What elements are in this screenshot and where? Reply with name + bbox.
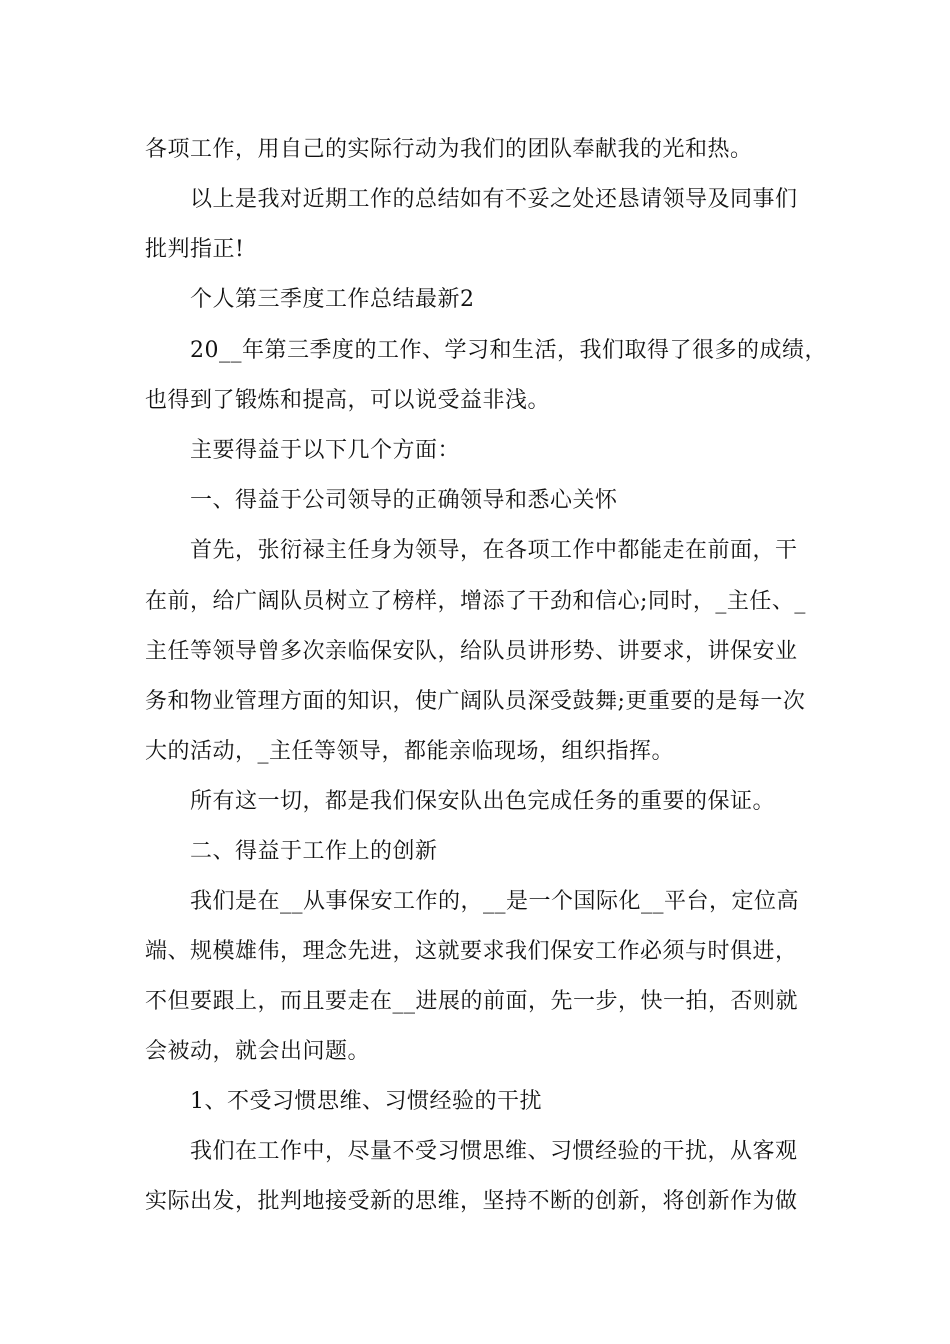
text-line: 我们在工作中，尽量不受习惯思维、习惯经验的干扰，从客观 (190, 1139, 798, 1164)
text-line: 以上是我对近期工作的总结如有不妥之处还恳请领导及同事们 (190, 187, 798, 212)
text-line: 务和物业管理方面的知识，使广阔队员深受鼓舞;更重要的是每一次 (145, 689, 806, 714)
text-line: 主要得益于以下几个方面： (190, 438, 461, 463)
text-line: 各项工作，用自己的实际行动为我们的团队奉献我的光和热。 (145, 137, 753, 162)
text-line: 20__年第三季度的工作、学习和生活，我们取得了很多的成绩， (190, 338, 827, 363)
text-line: 我们是在__从事保安工作的，__是一个国际化__平台，定位高 (190, 889, 800, 914)
text-line: 所有这一切，都是我们保安队出色完成任务的重要的保证。 (190, 789, 776, 814)
text-line: 首先，张衍禄主任身为领导，在各项工作中都能走在前面，干 (190, 538, 798, 563)
text-line: 实际出发，批判地接受新的思维，坚持不断的创新，将创新作为做 (145, 1189, 798, 1214)
text-line: 会被动，就会出问题。 (145, 1039, 371, 1064)
subsection-heading: 1、不受习惯思维、习惯经验的干扰 (190, 1089, 542, 1114)
text-line: 在前，给广阔队员树立了榜样，增添了干劲和信心;同时，_主任、_ (145, 589, 806, 614)
subsection-heading: 一、得益于公司领导的正确领导和悉心关怀 (190, 488, 618, 513)
text-line: 也得到了锻炼和提高，可以说受益非浅。 (145, 388, 551, 413)
text-line: 批判指正! (145, 237, 245, 262)
text-line: 大的活动，_主任等领导，都能亲临现场，组织指挥。 (145, 739, 675, 764)
text-line: 不但要跟上，而且要走在__进展的前面，先一步，快一拍，否则就 (145, 989, 799, 1014)
section-heading: 个人第三季度工作总结最新2 (190, 287, 475, 312)
text-line: 端、规模雄伟，理念先进，这就要求我们保安工作必须与时俱进， (145, 939, 798, 964)
subsection-heading: 二、得益于工作上的创新 (190, 839, 438, 864)
text-line: 主任等领导曾多次亲临保安队，给队员讲形势、讲要求，讲保安业 (145, 639, 798, 664)
